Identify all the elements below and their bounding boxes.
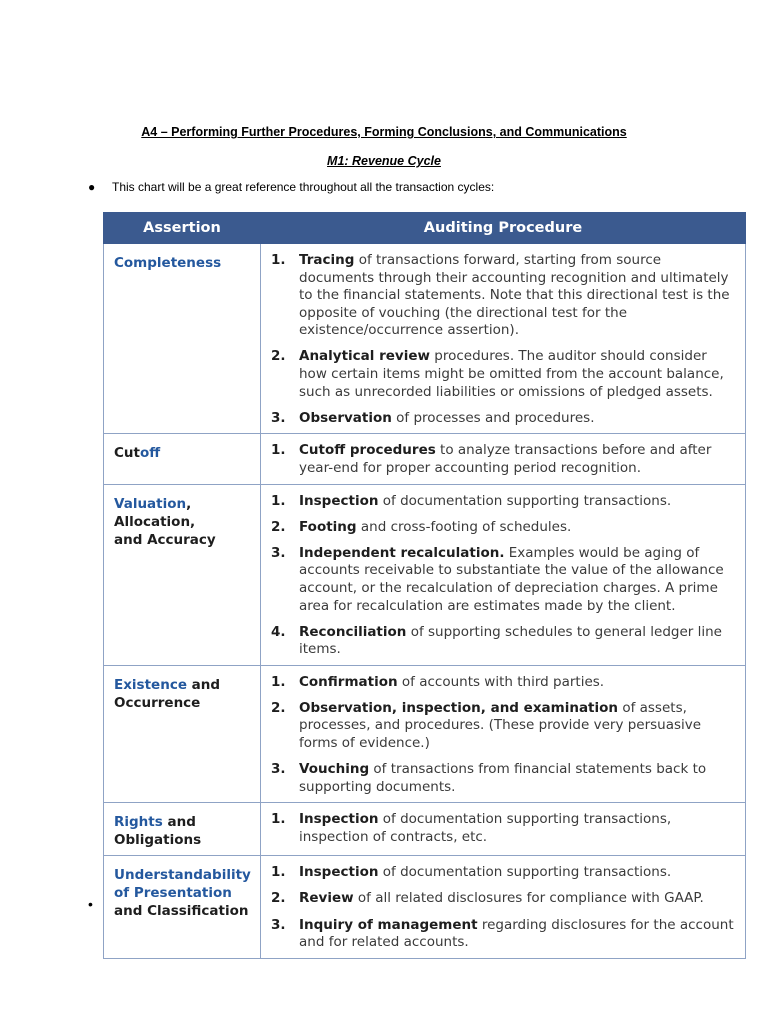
procedure-item (271, 917, 737, 952)
procedure-number: 2. (271, 348, 286, 365)
procedure-item (271, 493, 737, 511)
assertion-name: Valuation (114, 495, 187, 512)
procedure-text: of supporting schedules to general ledger line items. (299, 623, 722, 658)
assertion-name: Existence (114, 676, 187, 693)
table-row (104, 484, 746, 665)
procedure-keyword: Inquiry of management (299, 916, 478, 933)
procedure-text: of documentation supporting transactions. (378, 492, 672, 509)
header-assertion: Assertion (104, 213, 261, 244)
procedure-number: 1. (271, 673, 286, 690)
procedure-text: of documentation supporting transactions. (378, 864, 672, 881)
assertion-cell (104, 856, 261, 958)
procedure-cell (261, 856, 746, 958)
table-row (104, 856, 746, 958)
assertion-procedure-table (103, 212, 746, 959)
table-row (104, 665, 746, 803)
procedure-keyword: Observation (299, 409, 392, 426)
procedure-text: of all related disclosures for compliance with GAAP. (353, 890, 704, 907)
procedure-text: of processes and procedures. (391, 409, 595, 426)
procedure-number: 4. (271, 623, 286, 640)
procedure-item (271, 864, 737, 882)
assertion-name: Understandability of Presentation (114, 867, 251, 902)
assertion-cell (104, 484, 261, 665)
procedure-list (271, 252, 737, 427)
procedure-item (271, 545, 737, 615)
procedure-keyword: Inspection (299, 492, 379, 509)
procedure-item (271, 761, 737, 796)
procedure-item (271, 811, 737, 846)
page-title: A4 – Performing Further Procedures, Forming Conclusions, and Communications (141, 125, 627, 139)
procedure-item (271, 624, 737, 659)
procedure-item (271, 410, 737, 428)
intro-text: This chart will be a great reference throughout all the transaction cycles: (112, 180, 495, 194)
procedure-text: of accounts with third parties. (397, 673, 605, 690)
procedure-number: 3. (271, 761, 286, 778)
table-header-row (104, 213, 746, 244)
assertion-cell (104, 803, 261, 856)
procedure-number: 1. (271, 492, 286, 509)
procedure-keyword: Vouching (299, 761, 370, 778)
procedure-number: 1. (271, 864, 286, 881)
procedure-item (271, 348, 737, 401)
procedure-text: of assets, processes, and procedures. (These provide very persuasive forms of evidence.) (299, 699, 702, 752)
procedure-text: of transactions forward, starting from source documents through their accounting recognition and ultimately to the financial statements. Note that this directional test is the opposite of vouching (the directional test for the existence/occurrence assertion). (299, 252, 730, 339)
procedure-item (271, 890, 737, 908)
procedure-keyword: Tracing (299, 252, 355, 268)
procedure-cell (261, 484, 746, 665)
procedure-number: 1. (271, 811, 286, 828)
procedure-number: 1. (271, 442, 286, 459)
procedure-keyword: Independent recalculation. (299, 544, 505, 561)
procedure-text: of documentation supporting transactions, inspection of contracts, etc. (299, 811, 672, 845)
table-row (104, 244, 746, 434)
procedure-number: 3. (271, 544, 286, 561)
page-subtitle: M1: Revenue Cycle (327, 154, 441, 168)
procedure-text: to analyze transactions before and after year-end for proper accounting period recognition. (299, 442, 712, 476)
procedure-number: 2. (271, 890, 286, 907)
procedure-item (271, 700, 737, 753)
procedure-number: 3. (271, 916, 286, 933)
assertion-cell (104, 665, 261, 803)
procedure-list (271, 811, 737, 846)
procedure-cell (261, 244, 746, 434)
assertion-name: off (139, 445, 161, 462)
procedure-number: 3. (271, 409, 286, 426)
procedure-cell (261, 665, 746, 803)
stray-bullet-icon: • (88, 896, 93, 912)
intro-bullet (88, 180, 494, 194)
procedure-number: 2. (271, 699, 286, 716)
procedure-list (271, 864, 737, 951)
procedure-keyword: Cutoff procedures (299, 442, 436, 459)
procedure-item (271, 674, 737, 692)
assertion-name: Rights (114, 814, 163, 831)
table-row (104, 803, 746, 856)
procedure-keyword: Analytical review (299, 348, 430, 365)
procedure-list (271, 493, 737, 659)
assertion-suffix: and Occurrence (114, 676, 221, 711)
procedure-item (271, 252, 737, 340)
procedure-text: of transactions from financial statements back to supporting documents. (299, 761, 707, 795)
procedure-text: Examples would be aging of accounts receivable to substantiate the value of the allowance account, or the recalculation of depreciation charges. A prime area for recalculation are estimates made by the client. (299, 544, 724, 614)
procedure-keyword: Inspection (299, 864, 379, 881)
table-row (104, 434, 746, 484)
procedure-list (271, 442, 737, 477)
procedure-text: and cross-footing of schedules. (356, 518, 572, 535)
procedure-keyword: Review (299, 890, 354, 907)
procedure-text: regarding disclosures for the account and for related accounts. (299, 916, 734, 951)
bullet-icon: ● (88, 180, 96, 194)
assertion-cell: Cutoff (104, 434, 261, 484)
assertion-cell (104, 244, 261, 434)
procedure-keyword: Inspection (299, 811, 379, 828)
procedure-text: procedures. The auditor should consider how certain items might be omitted from the account balance, such as unrecorded liabilities or omissions of pledged assets. (299, 348, 724, 400)
procedure-number: 2. (271, 518, 286, 535)
procedure-cell (261, 803, 746, 856)
assertion-suffix: and Obligations (114, 814, 202, 849)
procedure-number: 1. (271, 252, 286, 268)
procedure-keyword: Confirmation (299, 673, 398, 690)
procedure-keyword: Footing (299, 518, 357, 535)
procedure-list (271, 674, 737, 797)
header-auditing-procedure: Auditing Procedure (261, 213, 746, 244)
procedure-item (271, 442, 737, 477)
assertion-name: Completeness (114, 255, 222, 271)
assertion-suffix: , Allocation, and Accuracy (114, 495, 216, 548)
procedure-keyword: Reconciliation (299, 623, 407, 640)
procedure-item (271, 519, 737, 537)
procedure-cell (261, 434, 746, 484)
assertion-suffix: and Classification (114, 903, 249, 920)
procedure-keyword: Observation, inspection, and examination (299, 699, 619, 716)
